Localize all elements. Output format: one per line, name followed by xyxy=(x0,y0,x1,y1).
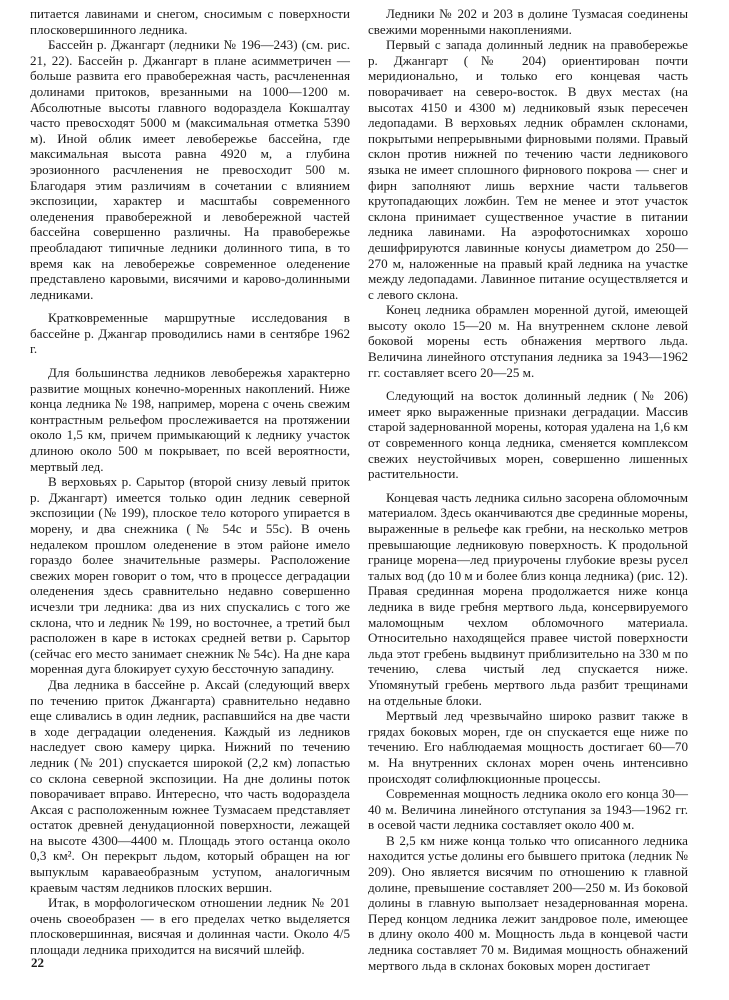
paragraph: В верховьях р. Сарытор (второй снизу левый приток р. Джангарт) имеется только один ледник северной экспозиции (№ 199), плоское тело которого упирается в морену, и два снежника (№ 54с и 55с). В очень недалеком прошлом оледенение в этом районе имело гораздо более значительные размеры. Расположение свежих морен говорит о том, что в процессе деградации оледенения здесь сравнительно недавно совершенно исчезли три ледника: два из них спускались с того же склона, что и ледник № 199, но восточнее, а третий был расположен в каре в истоках средней ветви р. Сарытор (сейчас его место занимает снежник № 54с). На дне кара моренная дуга блокирует сухую бессточную западину. xyxy=(30,474,350,677)
paragraph: Для большинства ледников левобережья характерно развитие мощных конечно-моренных накоплений. Ниже конца ледника № 198, например, морена с очень свежим контрастным рельефом прослеживается на протяжении около 1,5 км, причем примыкающий к леднику участок длиною около 500 м покрывает, по всей вероятности, мертвый лед. xyxy=(30,365,350,474)
paragraph: Кратковременные маршрутные исследования в бассейне р. Джангар проводились нами в сентябре 1962 г. xyxy=(30,310,350,357)
right-column xyxy=(368,6,688,973)
paragraph: Первый с запада долинный ледник на правобережье р. Джангарт (№ 204) ориентирован почти меридионально, и только его концевая часть поворачивает на северо-восток. В двух местах (на высотах 4150 и 4300 м) ледниковый язык пересечен ледопадами. В верховьях ледник обрамлен склонами, покрытыми непрерывными фирновыми полями. Правый склон против нижней по течению части ледникового языка не имеет сплошного фирнового покрова — снег и фирн заполняют лишь верхние части тальвегов крутопадающих ложбин. Тем не менее и этот участок склона принимает существенное участие в питании ледника лавинами. На аэрофотоснимках хорошо дешифрируются лавинные конусы диаметром до 250—270 м, наложенные на правый край ледника на участке между ледопадами. Лавинное питание осуществляется и с левого склона. xyxy=(368,37,688,302)
left-column xyxy=(30,6,350,958)
page-number: 22 xyxy=(31,955,44,970)
paragraph: Концевая часть ледника сильно засорена обломочным материалом. Здесь оканчиваются две срединные морены, выраженные в рельефе как гребни, на несколько метров превышающие ледниковую поверхность. К продольной границе морена—лед приурочены глубокие врезы русел талых вод (до 10 м и более близ конца ледника) (рис. 12). Правая срединная морена продолжается ниже конца ледника в виде гребня мертвого льда, консервируемого маломощным чехлом обломочного материала. Относительно находящейся правее чистой поверхности льда этот гребень выдвинут приблизительно на 330 м по течению, слева чистый лед спускается ниже. Упомянутый гребень мертвого льда разбит трещинами на отдельные блоки. xyxy=(368,489,688,708)
paragraph: Итак, в морфологическом отношении ледник № 201 очень своеобразен — в его пределах четко выделяется плосковершинная, висячая и долинная части. Около 4/5 площади ледника приходится на висячий шлейф. xyxy=(30,895,350,958)
paragraph: Два ледника в бассейне р. Аксай (следующий вверх по течению приток Джангарта) сравнительно недавно еще сливались в один ледник, распавшийся на две части в ходе деградации оледенения. Каждый из ледников наследует свою камеру цирка. Нижний по течению ледник (№ 201) спускается широкой (2,2 км) лопастью со склона северной экспозиции. На дне долины поток поворачивает вправо. Интересно, что часть водораздела Аксая с расположенным южнее Тузмасаем представляет остаток древней денудационной поверхности, лежащей на высоте 4300—4400 м. Площадь этого останца около 0,3 км². Он перекрыт льдом, который обращен на юг выпуклым караваеобразным уступом, аналогичным краевым частям ледников плоских вершин. xyxy=(30,676,350,895)
paragraph: Следующий на восток долинный ледник (№ 206) имеет ярко выраженные признаки деградации. Массив старой задернованной морены, которая удалена на 1,6 км от современного конца ледника, сменяется комплексом свежих неустойчивых морен, совершенно лишенных растительности. xyxy=(368,388,688,482)
paragraph: Современная мощность ледника около его конца 30—40 м. Величина линейного отступания за 1943—1962 гг. в осевой части ледника составляет около 400 м. xyxy=(368,786,688,833)
paragraph: В 2,5 км ниже конца только что описанного ледника находится устье долины его бывшего притока (ледник № 209). Оно является висячим по отношению к главной долине, превышение составляет 200—250 м. Из боковой долины в главную выползает незадернованная морена. Перед концом ледника лежит зандровое поле, имеющее в длину около 400 м. Мощность льда в концевой части ледника составляет 70 м. Видимая мощность обнажений мертвого льда в склонах боковых морен достигает xyxy=(368,832,688,973)
paragraph: питается лавинами и снегом, сносимым с поверхности плосковершинного ледника. xyxy=(30,6,350,37)
paragraph: Бассейн р. Джангарт (ледники № 196—243) (см. рис. 21, 22). Бассейн р. Джангарт в плане асимметричен — больше развита его правобережная часть, расчлененная долинами притоков, врезанными на 1000—1200 м. Абсолютные высоты главного водораздела Кокшалтау часто превосходят 5000 м (максимальная отметка 5390 м). Иной облик имеет левобережье бассейна, где максимальная высота равна 4920 м, а глубина эрозионного расчленения не превосходит 500 м. Благодаря этим различиям в сочетании с влиянием экспозиции, характер и масштабы современного оледенения правобережной и левобережной частей бассейна совершенно различны. На правобережье преобладают типичные ледники долинного типа, в то время как на левобережье современное оледенение представлено каровыми, висячими и карово-долинными ледниками. xyxy=(30,37,350,302)
paragraph: Конец ледника обрамлен моренной дугой, имеющей высоту около 15—20 м. На внутреннем склоне левой боковой морены есть обнажения мертвого льда. Величина линейного отступания ледника за 1943—1962 гг. составляет всего 20—25 м. xyxy=(368,302,688,380)
paragraph: Ледники № 202 и 203 в долине Тузмасая соединены свежими моренными накоплениями. xyxy=(368,6,688,37)
paragraph: Мертвый лед чрезвычайно широко развит также в грядах боковых морен, где он спускается еще ниже по течению. Его наблюдаемая мощность достигает 60—70 м. На внутренних склонах морен очень интенсивно происходят солифлюкционные процессы. xyxy=(368,708,688,786)
